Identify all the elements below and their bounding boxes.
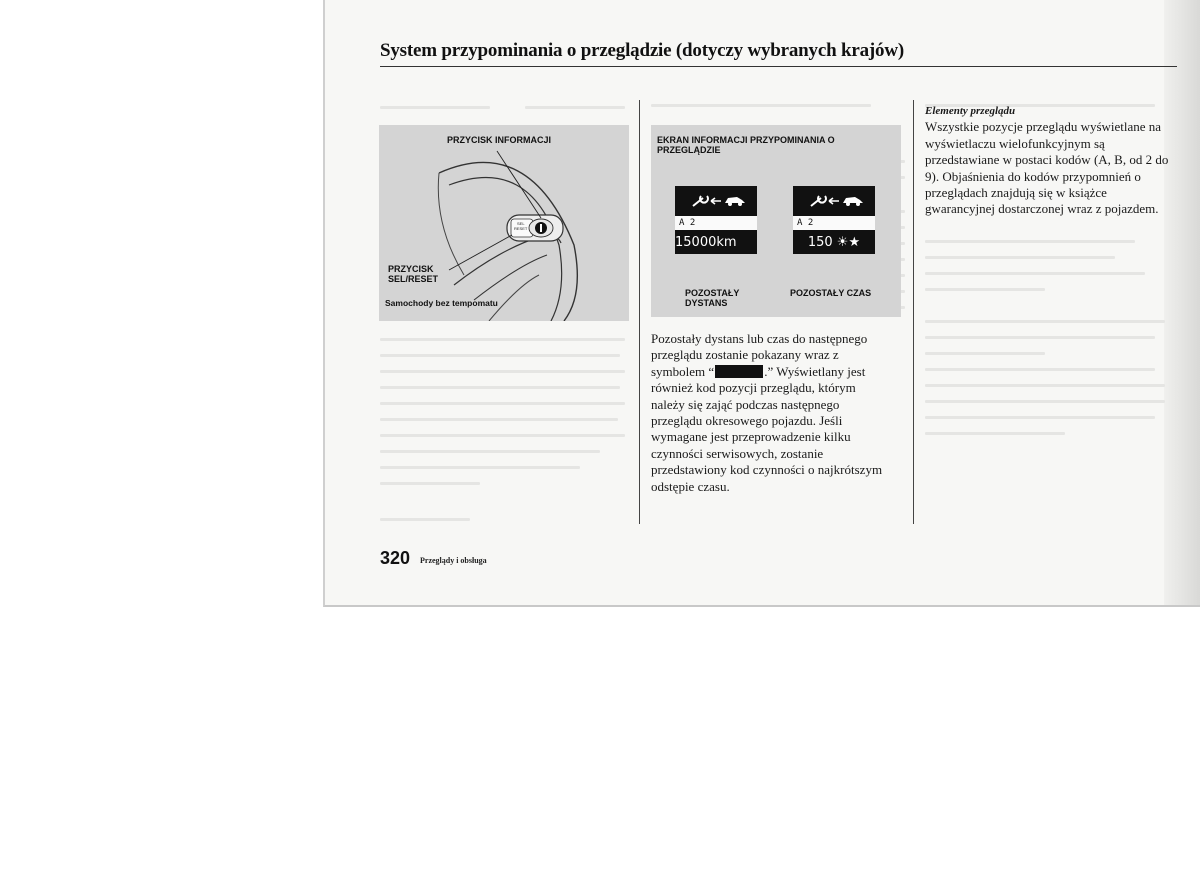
manual-page	[323, 0, 1200, 607]
sel-reset-button-label-line2: SEL/RESET	[388, 274, 439, 284]
display-remaining-time	[793, 186, 875, 254]
column-divider-left	[639, 100, 640, 524]
page-edge-shadow	[1164, 0, 1200, 605]
wrench-car-inline-icon	[715, 365, 763, 378]
middle-paragraph-part2: .” Wyświetlany jest również kod pozycji przeglądu, którym należy się zająć podczas następnego przeglądu okresowego pojazdu. Jeśli wymagane jest przeprowadzenie kilku czynności serwisowych, zostanie przedstawiony kod czynności o najkrótszym odstępie czasu.	[651, 363, 883, 494]
column-divider-right	[913, 100, 914, 524]
sel-reset-button-label-line1: PRZYCISK	[388, 264, 434, 274]
display-heading-line1: EKRAN INFORMACJI PRZYPOMINANIA O	[657, 135, 835, 145]
right-column	[925, 103, 1175, 218]
remaining-time-value: 150 ☀★	[807, 235, 861, 250]
sel-button-text: SEL	[517, 221, 525, 226]
maintenance-code: A 2	[793, 216, 875, 230]
maintenance-code: A 2	[675, 216, 757, 230]
wrench-car-icon	[793, 186, 875, 216]
display-remaining-distance	[675, 186, 757, 254]
middle-paragraph	[651, 331, 891, 495]
remaining-distance-value: 15000km	[675, 235, 737, 250]
service-reminder-display-figure	[651, 125, 901, 317]
middle-paragraph-part1: Pozostały dystans lub czas do następnego przeglądu zostanie pokazany wraz z symbolem “	[651, 331, 868, 379]
wrench-car-symbol	[675, 186, 757, 216]
right-paragraph: Wszystkie pozycje przeglądu wyświetlane na wyświetlaczu wielofunkcyjnym są przedstawiane w postaci kodów (A, B, od 2 do 9). Objaśnienia do kodów przypomnień o przeglądach znajdują się w książce gwarancyjnej dostarczonej wraz z pojazdem.	[925, 119, 1169, 217]
info-button-label: PRZYCISK INFORMACJI	[447, 135, 552, 145]
reset-button-text: RESET	[514, 226, 528, 231]
wrench-car-icon	[675, 186, 757, 216]
page-title: System przypominania o przeglądzie (dotyczy wybranych krajów)	[380, 40, 904, 61]
wrench-car-symbol	[793, 186, 875, 216]
display-heading-line2: PRZEGLĄDZIE	[657, 145, 721, 155]
remaining-distance-label-line2: DYSTANS	[685, 298, 728, 308]
remaining-distance-label-line1: POZOSTAŁY	[685, 288, 740, 298]
section-heading: Elementy przeglądu	[925, 105, 1016, 117]
title-rule	[380, 66, 1177, 67]
steering-wheel-illustration	[379, 125, 629, 321]
section-name: Przeglądy i obsługa	[420, 556, 487, 565]
remaining-time-label: POZOSTAŁY CZAS	[790, 288, 872, 298]
steering-wheel-figure	[379, 125, 629, 321]
figure-caption: Samochody bez tempomatu	[385, 298, 498, 308]
page-number: 320	[380, 548, 411, 568]
